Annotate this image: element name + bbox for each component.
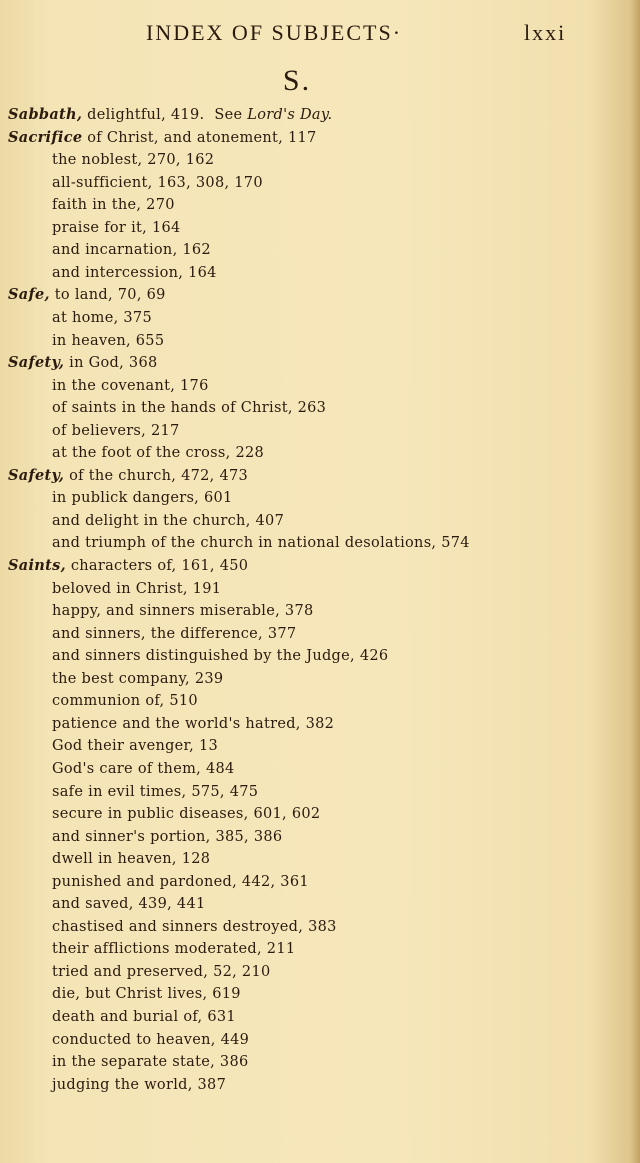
index-sub-entry (52, 645, 388, 667)
entry-text: in the separate state, 386 (52, 1054, 249, 1071)
entry-text: communion of, 510 (52, 693, 198, 710)
entry-text: of saints in the hands of Christ, 263 (52, 400, 327, 417)
entry-text: in heaven, 655 (52, 332, 165, 349)
entry-text: in the covenant, 176 (52, 377, 209, 394)
entry-text: safe in evil times, 575, 475 (52, 783, 259, 800)
header-title: INDEX OF SUBJECTS· (146, 20, 403, 45)
entry-term: Saints, (8, 557, 66, 574)
index-sub-entry (52, 938, 295, 960)
entry-text: and intercession, 164 (52, 264, 217, 281)
entry-text: delightful, 419. (82, 107, 205, 123)
index-sub-entry (52, 510, 284, 532)
running-header (146, 20, 596, 52)
index-sub-entry (52, 758, 235, 780)
entry-text: judging the world, 387 (52, 1076, 227, 1093)
index-sub-entry (52, 983, 241, 1005)
index-sub-entry (52, 149, 214, 171)
index-sub-entry (52, 690, 198, 712)
entry-text: chastised and sinners destroyed, 383 (52, 918, 337, 935)
index-sub-entry (52, 420, 180, 442)
entry-text: of Christ, and atonement, 117 (82, 129, 317, 146)
entry-text: and triumph of the church in national desolations, 574 (52, 535, 470, 552)
index-sub-entry (52, 735, 218, 757)
entry-text: God their avenger, 13 (52, 738, 219, 755)
page-number: lxxi (524, 20, 567, 45)
index-sub-entry (52, 487, 233, 509)
index-sub-entry (52, 871, 309, 893)
entry-text: to land, 70, 69 (49, 287, 166, 304)
index-heading-entry (8, 352, 158, 374)
index-sub-entry (52, 961, 271, 983)
page-edge-shadow (630, 0, 640, 1163)
entry-text: and delight in the church, 407 (52, 512, 285, 529)
index-sub-entry (52, 532, 470, 554)
index-sub-entry (52, 916, 337, 938)
index-sub-entry (52, 1074, 226, 1096)
entry-text: all-sufficient, 163, 308, 170 (52, 174, 263, 191)
entry-text: happy, and sinners miserable, 378 (52, 603, 314, 620)
entry-text: secure in public diseases, 601, 602 (52, 806, 321, 823)
entry-see-reference: Lord's Day. (247, 107, 333, 123)
entry-term: Safety, (8, 354, 65, 372)
index-sub-entry (52, 1029, 249, 1051)
index-heading-entry (8, 284, 166, 306)
index-sub-entry (52, 578, 221, 600)
index-sub-entry (52, 172, 263, 194)
entry-text: God's care of them, 484 (52, 760, 235, 777)
index-sub-entry (52, 848, 210, 870)
entry-text: and saved, 439, 441 (52, 896, 206, 913)
index-sub-entry (52, 442, 264, 464)
entry-text: patience and the world's hatred, 382 (52, 715, 335, 732)
entry-term: Safe, (8, 286, 50, 304)
index-sub-entry (52, 600, 314, 622)
entry-text: die, but Christ lives, 619 (52, 986, 241, 1003)
entry-text: and sinners distinguished by the Judge, 426 (52, 648, 389, 665)
index-heading-entry (8, 104, 332, 126)
index-heading-entry (8, 127, 317, 149)
entry-text: the noblest, 270, 162 (52, 152, 215, 169)
entry-text: conducted to heaven, 449 (52, 1031, 250, 1048)
entry-text: punished and pardoned, 442, 361 (52, 873, 309, 890)
entry-term: Sabbath, (8, 106, 83, 123)
index-sub-entry (52, 781, 258, 803)
entry-text: in publick dangers, 601 (52, 490, 233, 507)
index-sub-entry (52, 623, 296, 645)
entry-text: faith in the, 270 (52, 197, 175, 214)
entry-text: dwell in heaven, 128 (52, 851, 211, 868)
index-sub-entry (52, 803, 320, 825)
entry-term: Sacrifice (8, 128, 83, 146)
index-sub-entry (52, 668, 223, 690)
entry-text: and sinners, the difference, 377 (52, 625, 297, 642)
index-sub-entry (52, 262, 217, 284)
index-heading-entry (8, 465, 248, 487)
entry-text: tried and preserved, 52, 210 (52, 963, 271, 980)
section-letter: S. (282, 64, 312, 97)
index-sub-entry (52, 826, 282, 848)
entry-text: at the foot of the cross, 228 (52, 445, 265, 462)
entry-text: characters of, 161, 450 (65, 558, 249, 574)
index-sub-entry (52, 239, 211, 261)
entry-text: of believers, 217 (52, 422, 180, 439)
index-sub-entry (52, 397, 326, 419)
entry-see-label: See (214, 107, 243, 123)
index-heading-entry (8, 555, 248, 577)
entry-text: the best company, 239 (52, 670, 224, 687)
entry-term: Safety, (8, 466, 65, 484)
entry-text: and incarnation, 162 (52, 242, 211, 259)
entry-text: of the church, 472, 473 (64, 467, 249, 484)
entry-text: at home, 375 (52, 309, 152, 326)
entry-text: in God, 368 (64, 355, 158, 372)
index-sub-entry (52, 194, 175, 216)
entry-text: their afflictions moderated, 211 (52, 941, 296, 958)
index-sub-entry (52, 713, 334, 735)
index-sub-entry (52, 307, 152, 329)
index-sub-entry (52, 375, 209, 397)
index-sub-entry (52, 1051, 249, 1073)
entry-text: praise for it, 164 (52, 219, 181, 236)
index-sub-entry (52, 893, 206, 915)
entry-text: death and burial of, 631 (52, 1009, 236, 1025)
index-sub-entry (52, 217, 181, 239)
index-sub-entry (52, 330, 164, 352)
index-sub-entry (52, 1006, 236, 1028)
entry-text: beloved in Christ, 191 (52, 580, 222, 597)
entry-text: and sinner's portion, 385, 386 (52, 828, 283, 845)
